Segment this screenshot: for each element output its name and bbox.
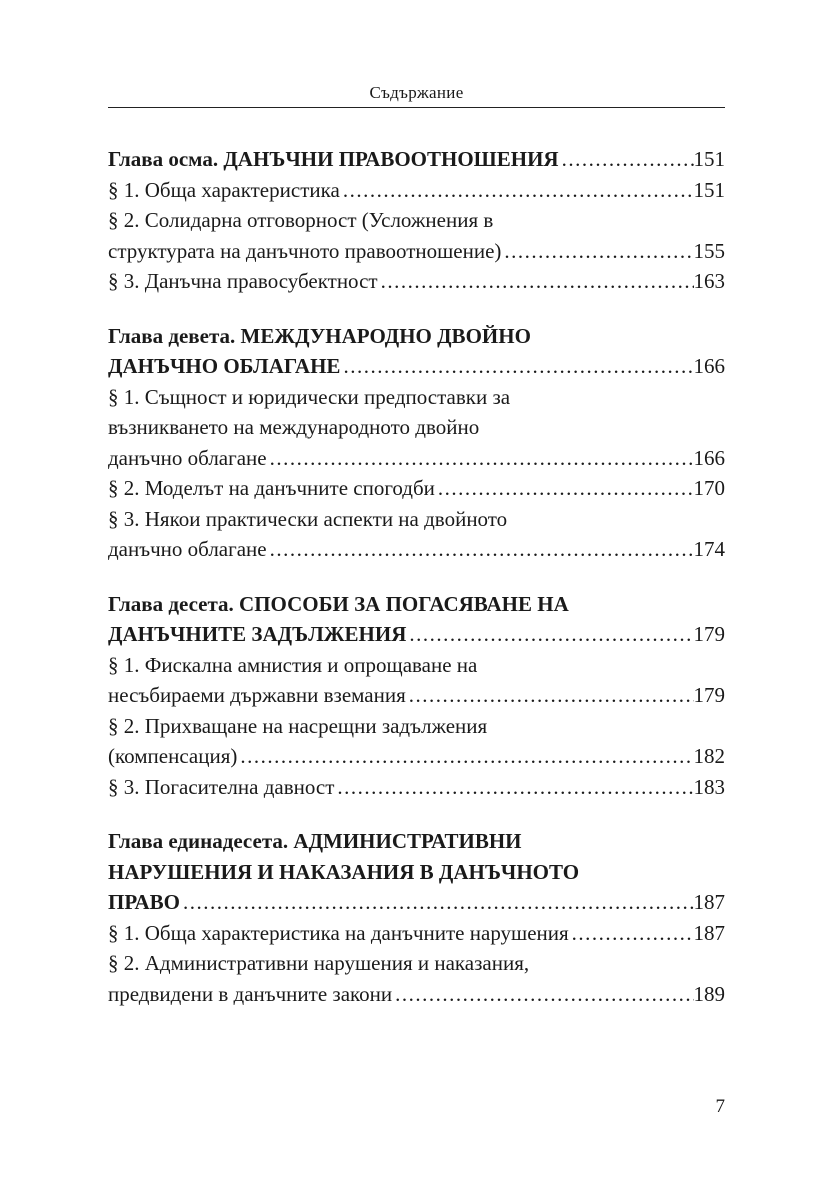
toc-entry-page-number: 163 (693, 269, 725, 293)
chapter-title (108, 589, 725, 650)
toc-entry-line (108, 711, 725, 742)
toc-entry-text: възникването на международното двойно (108, 415, 480, 439)
dot-leader (340, 175, 694, 206)
toc-entry-text: § 3. Данъчна правосубектност (108, 269, 378, 293)
toc-entry-page-number: 179 (693, 683, 725, 707)
toc-entry-text: несъбираеми държавни вземания (108, 683, 406, 707)
toc-entry-line (108, 473, 725, 504)
table-of-contents (108, 144, 725, 1009)
toc-entry-line (108, 741, 725, 772)
chapter-title-line (108, 619, 725, 650)
toc-entry-page-number: 183 (693, 774, 725, 799)
toc-entry-line (108, 534, 725, 565)
toc-entry-line (108, 412, 725, 443)
toc-chapter (108, 144, 725, 297)
toc-entry-text: § 2. Солидарна отговорност (Усложнения в (108, 208, 494, 232)
toc-entry-line (108, 979, 725, 1010)
toc-entry-text: данъчно облагане (108, 445, 267, 470)
chapter-title-page-number: 179 (693, 622, 725, 646)
toc-entry-line (108, 772, 725, 803)
chapter-title-line (108, 351, 725, 382)
dot-leader (267, 443, 694, 474)
toc-entry-text: § 1. Същност и юридически предпоставки за (108, 384, 511, 409)
toc-entry-text: § 1. Обща характеристика на данъчните нарушения (108, 920, 569, 945)
toc-entry-page-number: 151 (693, 177, 725, 202)
toc-entry-line (108, 948, 725, 979)
toc-entry (108, 948, 725, 1009)
toc-chapter (108, 321, 725, 565)
toc-entry-page-number: 182 (693, 744, 725, 768)
toc-entry-line (108, 504, 725, 535)
toc-entry-line (108, 175, 725, 206)
chapter-title-text: НАРУШЕНИЯ И НАКАЗАНИЯ В ДАНЪЧНОТО (108, 859, 580, 884)
chapter-title-text: Глава осма. ДАНЪЧНИ ПРАВООТНОШЕНИЯ (108, 147, 559, 171)
chapter-title-text: ПРАВО (108, 890, 180, 914)
chapter-title-line (108, 826, 725, 857)
chapter-title (108, 321, 725, 382)
dot-leader (334, 772, 693, 803)
toc-entry-line (108, 680, 725, 711)
header-rule (108, 107, 725, 108)
running-header-title: Съдържание (369, 83, 464, 102)
toc-entry-text: структурата на данъчното правоотношение) (108, 238, 502, 263)
dot-leader (501, 236, 693, 267)
toc-entry (108, 473, 725, 504)
toc-entry-page-number: 187 (693, 920, 725, 945)
chapter-title-text: ДАНЪЧНИТЕ ЗАДЪЛЖЕНИЯ (108, 622, 407, 646)
toc-chapter (108, 589, 725, 803)
toc-entry (108, 504, 725, 565)
toc-entry-line (108, 918, 725, 949)
dot-leader (267, 534, 694, 565)
toc-entry (108, 382, 725, 474)
chapter-title-line (108, 589, 725, 620)
dot-leader (406, 680, 694, 711)
toc-entry-line (108, 382, 725, 413)
chapter-title (108, 144, 725, 175)
toc-entry-line (108, 443, 725, 474)
chapter-title-page-number: 166 (693, 354, 725, 378)
dot-leader (406, 619, 693, 650)
dot-leader (559, 144, 694, 175)
toc-entry-text: § 3. Погасителна давност (108, 774, 335, 799)
toc-entry (108, 711, 725, 772)
chapter-title (108, 826, 725, 918)
toc-entry (108, 772, 725, 803)
toc-entry-page-number: 155 (693, 238, 725, 263)
toc-entry-line (108, 205, 725, 236)
toc-entry-text: данъчно облагане (108, 537, 267, 561)
toc-entry-text: предвидени в данъчните закони (108, 981, 393, 1006)
chapter-title-page-number: 151 (693, 147, 725, 171)
chapter-title-line (108, 887, 725, 918)
chapter-title-text: Глава единадесета. АДМИНИСТРАТИВНИ (108, 829, 522, 853)
toc-entry-text: § 3. Някои практически аспекти на двойното (108, 506, 508, 531)
dot-leader (378, 266, 694, 297)
toc-entry-line (108, 236, 725, 267)
toc-entry-text: § 1. Фискална амнистия и опрощаване на (108, 652, 478, 677)
dot-leader (435, 473, 694, 504)
page-number: 7 (715, 1096, 725, 1117)
dot-leader (569, 918, 694, 949)
toc-entry (108, 266, 725, 297)
chapter-title-line (108, 321, 725, 352)
toc-entry-page-number: 166 (693, 445, 725, 470)
toc-entry (108, 205, 725, 266)
chapter-title-line (108, 144, 725, 175)
toc-entry (108, 175, 725, 206)
toc-entry-text: § 2. Моделът на данъчните спогодби (108, 476, 435, 500)
chapter-title-page-number: 187 (693, 890, 725, 914)
dot-leader (180, 887, 694, 918)
toc-entry (108, 650, 725, 711)
toc-chapter (108, 826, 725, 1009)
dot-leader (237, 741, 693, 772)
toc-entry-page-number: 170 (693, 476, 725, 500)
dot-leader (340, 351, 693, 382)
chapter-title-text: Глава девета. МЕЖДУНАРОДНО ДВОЙНО (108, 323, 531, 348)
toc-entry-page-number: 189 (693, 981, 725, 1006)
toc-entry (108, 918, 725, 949)
toc-entry-page-number: 174 (693, 537, 725, 561)
toc-entry-text: (компенсация) (108, 744, 238, 768)
toc-entry-line (108, 650, 725, 681)
toc-entry-text: § 1. Обща характеристика (108, 177, 340, 202)
chapter-title-text: Глава десета. СПОСОБИ ЗА ПОГАСЯВАНЕ НА (108, 591, 569, 616)
chapter-title-line (108, 857, 725, 888)
toc-entry-text: § 2. Административни нарушения и наказания, (108, 951, 530, 975)
dot-leader (392, 979, 693, 1010)
chapter-title-text: ДАНЪЧНО ОБЛАГАНЕ (108, 354, 341, 378)
toc-entry-line (108, 266, 725, 297)
toc-entry-text: § 2. Прихващане на насрещни задължения (108, 713, 488, 738)
